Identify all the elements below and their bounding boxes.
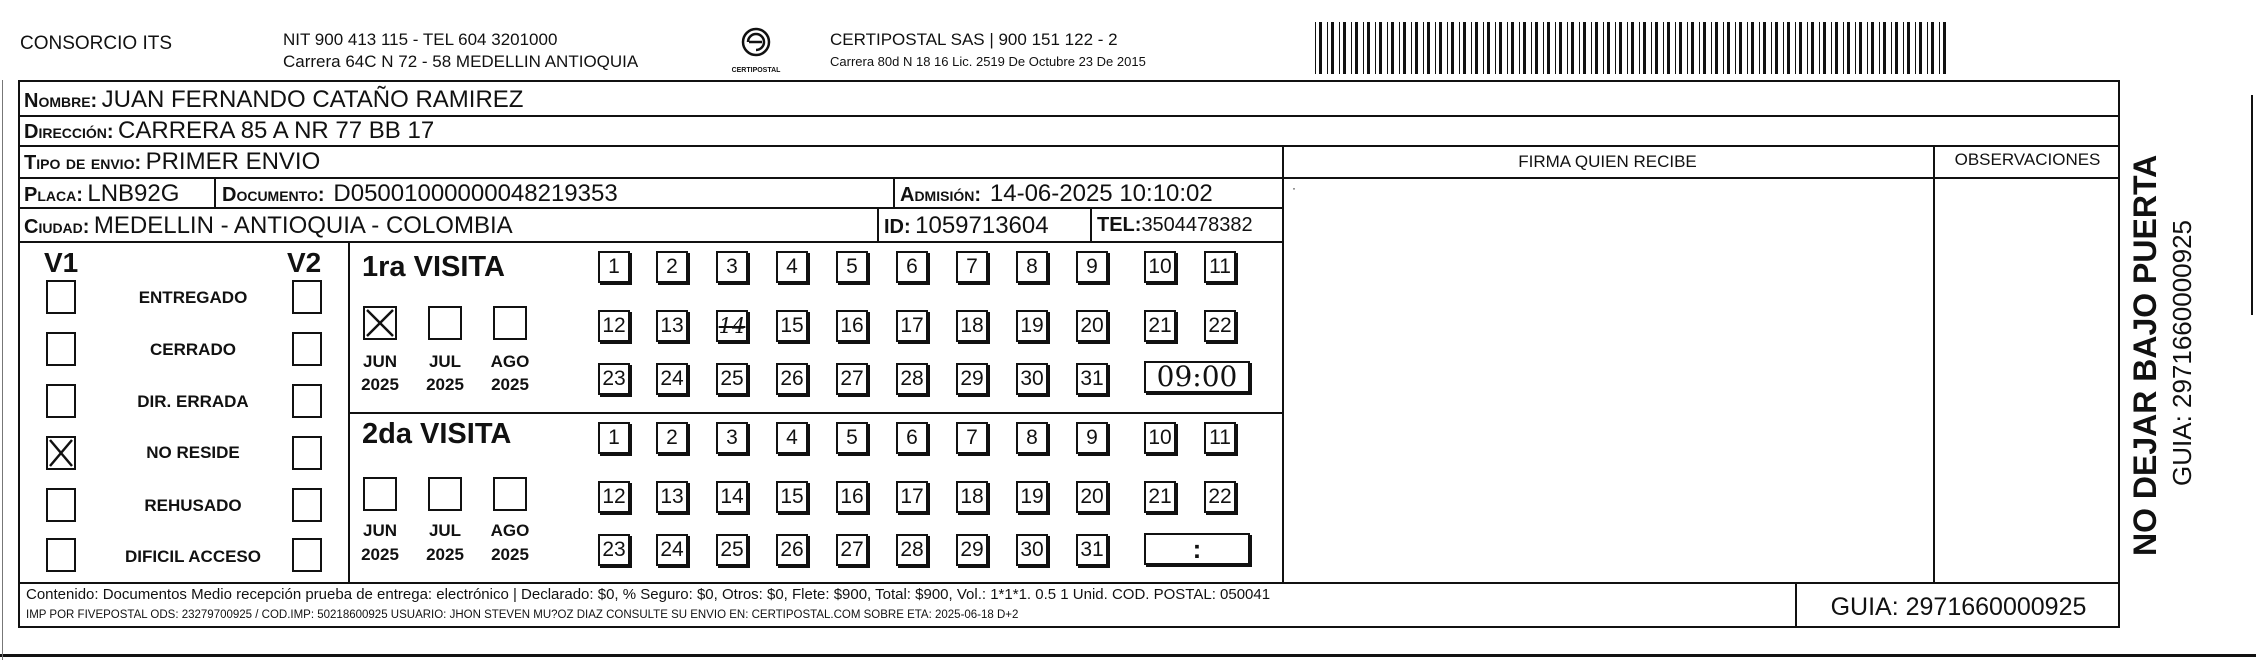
certipostal-line: CERTIPOSTAL SAS | 900 151 122 - 2	[830, 30, 1118, 49]
status-dir-errada: DIR. ERRADA	[137, 392, 249, 411]
visit2-day-30[interactable]: 30	[1016, 534, 1048, 566]
visit2-year-ago: 2025	[491, 545, 529, 564]
visit2-time-box[interactable]: :	[1144, 533, 1250, 565]
visit1-time-box[interactable]: 09:00	[1144, 361, 1250, 393]
v2-dir-errada-checkbox[interactable]	[292, 384, 322, 418]
visit2-day-16[interactable]: 16	[836, 481, 868, 513]
visit1-month-jun: JUN	[362, 352, 397, 371]
visit1-day-10[interactable]: 10	[1144, 251, 1176, 283]
certipostal-logo-icon	[728, 26, 784, 62]
v1-rehusado-checkbox[interactable]	[46, 488, 76, 522]
visit2-day-31[interactable]: 31	[1076, 534, 1108, 566]
documento-label: Documento:	[222, 184, 325, 206]
certipostal-logo	[728, 26, 784, 74]
license-line: Carrera 80d N 18 16 Lic. 2519 De Octubre 23 De 2015	[830, 54, 1146, 69]
edge-line	[2251, 95, 2253, 315]
ciudad-value: MEDELLIN - ANTIOQUIA - COLOMBIA	[93, 212, 513, 239]
visit1-day-22[interactable]: 22	[1204, 310, 1236, 342]
v1-dificil-acceso-checkbox[interactable]	[46, 538, 76, 572]
tipo-value: PRIMER ENVIO	[145, 148, 321, 175]
placa-label: Placa:	[24, 184, 83, 206]
side-guia: GUIA: 2971660000925	[2167, 220, 2197, 486]
visit2-day-29[interactable]: 29	[956, 534, 988, 566]
visit2-day-1[interactable]: 1	[598, 422, 630, 454]
visit2-day-12[interactable]: 12	[598, 481, 630, 513]
visit2-day-21[interactable]: 21	[1144, 481, 1176, 513]
left-edge	[2, 80, 3, 660]
address-line: Carrera 64C N 72 - 58 MEDELLIN ANTIOQUIA	[283, 52, 639, 71]
visit2-day-6[interactable]: 6	[896, 422, 928, 454]
visit2-day-23[interactable]: 23	[598, 534, 630, 566]
firma-label: FIRMA QUIEN RECIBE	[1518, 152, 1697, 171]
visit2-day-13[interactable]: 13	[656, 481, 688, 513]
visit2-day-28[interactable]: 28	[896, 534, 928, 566]
id-row	[884, 212, 1049, 240]
visit2-day-15[interactable]: 15	[776, 481, 808, 513]
status-entregado: ENTREGADO	[138, 288, 248, 307]
visit1-month-ago: AGO	[490, 352, 530, 371]
nit-line: NIT 900 413 115 - TEL 604 3201000	[283, 30, 558, 49]
placa-value: LNB92G	[87, 180, 180, 207]
direccion-row	[24, 117, 434, 145]
visit2-year-jul: 2025	[426, 545, 464, 564]
tipo-label: Tipo de envio:	[24, 152, 142, 174]
visit2-title: 2da VISITA	[362, 418, 512, 450]
status-dificil-acceso: DIFICIL ACCESO	[124, 547, 261, 566]
v2-label: V2	[287, 247, 322, 278]
visit2-ago-checkbox[interactable]	[493, 477, 527, 511]
nombre-label: Nombre:	[24, 90, 98, 112]
tel-row	[1097, 214, 1253, 237]
visit2-day-27[interactable]: 27	[836, 534, 868, 566]
visit1-day-5[interactable]: 5	[836, 251, 868, 283]
visit2-day-19[interactable]: 19	[1016, 481, 1048, 513]
visit1-ago-checkbox[interactable]	[493, 306, 527, 340]
visit1-day-1[interactable]: 1	[598, 251, 630, 283]
v1-label: V1	[44, 247, 79, 278]
id-label: ID:	[884, 216, 911, 238]
visit1-day-21[interactable]: 21	[1144, 310, 1176, 342]
footer-imp: IMP POR FIVEPOSTAL ODS: 23279700925 / COD.IMP: 50218600925 USUARIO: JHON STEVEN MU?OZ DIAZ CONSULTE SU ENVIO EN: CERTIPOSTAL.COM SOBRE ETA: 2025-06-18 D+2	[26, 609, 1019, 621]
visit1-day-11[interactable]: 11	[1204, 251, 1236, 283]
visit1-day-17[interactable]: 17	[896, 310, 928, 342]
bottom-edge	[0, 654, 2256, 657]
visit2-month-jun: JUN	[362, 521, 397, 540]
v2-rehusado-checkbox[interactable]	[292, 488, 322, 522]
visit1-day-2[interactable]: 2	[656, 251, 688, 283]
visit1-day-8[interactable]: 8	[1016, 251, 1048, 283]
visit1-day-28[interactable]: 28	[896, 363, 928, 395]
v1-entregado-checkbox[interactable]	[46, 280, 76, 314]
visit1-day-31[interactable]: 31	[1076, 363, 1108, 395]
visit1-day-18[interactable]: 18	[956, 310, 988, 342]
side-no-dejar: NO DEJAR BAJO PUERTA	[2127, 154, 2163, 556]
visit1-day-25[interactable]: 25	[716, 363, 748, 395]
company-name: CONSORCIO ITS	[20, 33, 173, 54]
visit2-day-11[interactable]: 11	[1204, 422, 1236, 454]
visit1-year-jun: 2025	[361, 375, 399, 394]
v1-cerrado-checkbox[interactable]	[46, 332, 76, 366]
visit2-day-10[interactable]: 10	[1144, 422, 1176, 454]
visit2-day-5[interactable]: 5	[836, 422, 868, 454]
admision-label: Admisión:	[900, 184, 981, 206]
visit1-day-7[interactable]: 7	[956, 251, 988, 283]
visit2-day-20[interactable]: 20	[1076, 481, 1108, 513]
visit2-day-2[interactable]: 2	[656, 422, 688, 454]
visit1-year-ago: 2025	[491, 375, 529, 394]
status-rehusado: REHUSADO	[144, 496, 242, 515]
visit2-day-14[interactable]: 14	[716, 481, 748, 513]
visit1-day-6[interactable]: 6	[896, 251, 928, 283]
visit1-day-14[interactable]: 14	[716, 310, 748, 342]
direccion-value: CARRERA 85 A NR 77 BB 17	[118, 117, 435, 144]
visit2-day-26[interactable]: 26	[776, 534, 808, 566]
status-no-reside: NO RESIDE	[146, 443, 240, 462]
v2-cerrado-checkbox[interactable]	[292, 332, 322, 366]
visit2-day-24[interactable]: 24	[656, 534, 688, 566]
observaciones-label: OBSERVACIONES	[1954, 150, 2101, 169]
visit2-day-25[interactable]: 25	[716, 534, 748, 566]
visit1-day-12[interactable]: 12	[598, 310, 630, 342]
visit1-jul-checkbox[interactable]	[428, 306, 462, 340]
visit2-day-8[interactable]: 8	[1016, 422, 1048, 454]
visit1-day-19[interactable]: 19	[1016, 310, 1048, 342]
visit1-day-20[interactable]: 20	[1076, 310, 1108, 342]
nombre-row	[24, 86, 523, 114]
visit1-jun-checkbox[interactable]	[363, 306, 397, 340]
status-cerrado: CERRADO	[150, 340, 236, 359]
logo-caption: CERTIPOSTAL	[731, 67, 781, 74]
visit1-day-16[interactable]: 16	[836, 310, 868, 342]
v2-dificil-acceso-checkbox[interactable]	[292, 538, 322, 572]
admision-row	[900, 180, 1213, 208]
v2-entregado-checkbox[interactable]	[292, 280, 322, 314]
admision-value: 14-06-2025 10:10:02	[989, 180, 1213, 207]
footer-guia: GUIA: 2971660000925	[1830, 593, 2087, 621]
visit1-year-jul: 2025	[426, 375, 464, 394]
visit2-jul-checkbox[interactable]	[428, 477, 462, 511]
visit2-day-3[interactable]: 3	[716, 422, 748, 454]
visit2-day-4[interactable]: 4	[776, 422, 808, 454]
visit2-day-18[interactable]: 18	[956, 481, 988, 513]
visit1-day-13[interactable]: 13	[656, 310, 688, 342]
visit1-day-9[interactable]: 9	[1076, 251, 1108, 283]
v2-no-reside-checkbox[interactable]	[292, 436, 322, 470]
ciudad-row	[24, 212, 513, 240]
tel-value: 3504478382	[1141, 214, 1253, 236]
v1-dir-errada-checkbox[interactable]	[46, 384, 76, 418]
visit2-day-7[interactable]: 7	[956, 422, 988, 454]
visit1-day-3[interactable]: 3	[716, 251, 748, 283]
visit2-year-jun: 2025	[361, 545, 399, 564]
barcode	[1315, 22, 1950, 74]
v1-no-reside-checkbox[interactable]	[46, 436, 76, 470]
ciudad-label: Ciudad:	[24, 216, 90, 238]
visit1-day-4[interactable]: 4	[776, 251, 808, 283]
tipo-row	[24, 148, 320, 176]
direccion-label: Dirección:	[24, 121, 114, 143]
nombre-value: JUAN FERNANDO CATAÑO RAMIREZ	[101, 86, 524, 113]
visit2-jun-checkbox[interactable]	[363, 477, 397, 511]
documento-row	[222, 180, 618, 208]
visit1-day-24[interactable]: 24	[656, 363, 688, 395]
visit1-day-30[interactable]: 30	[1016, 363, 1048, 395]
visit2-day-17[interactable]: 17	[896, 481, 928, 513]
visit1-title: 1ra VISITA	[362, 251, 505, 283]
visit2-month-jul: JUL	[428, 521, 462, 540]
x-mark-icon	[48, 438, 74, 468]
visit1-day-23[interactable]: 23	[598, 363, 630, 395]
tel-label: TEL:	[1097, 214, 1142, 236]
documento-value: D05001000000048219353	[333, 180, 618, 207]
visit2-day-9[interactable]: 9	[1076, 422, 1108, 454]
visit2-month-ago: AGO	[490, 521, 530, 540]
id-value: 1059713604	[915, 212, 1049, 239]
visit1-day-29[interactable]: 29	[956, 363, 988, 395]
visit1-day-15[interactable]: 15	[776, 310, 808, 342]
visit1-day-26[interactable]: 26	[776, 363, 808, 395]
visit1-day-27[interactable]: 27	[836, 363, 868, 395]
x-mark-icon	[365, 308, 395, 338]
placa-row	[24, 180, 179, 208]
visit1-month-jul: JUL	[428, 352, 462, 371]
visit2-day-22[interactable]: 22	[1204, 481, 1236, 513]
footer-contenido: Contenido: Documentos Medio recepción prueba de entrega: electrónico | Declarado: $0, % Seguro: $0, Otros: $0, Flete: $900, Total: $900, Vol.: 1*1*1. 0.5 1 Unid. COD. POSTAL: 050041	[26, 586, 1271, 603]
